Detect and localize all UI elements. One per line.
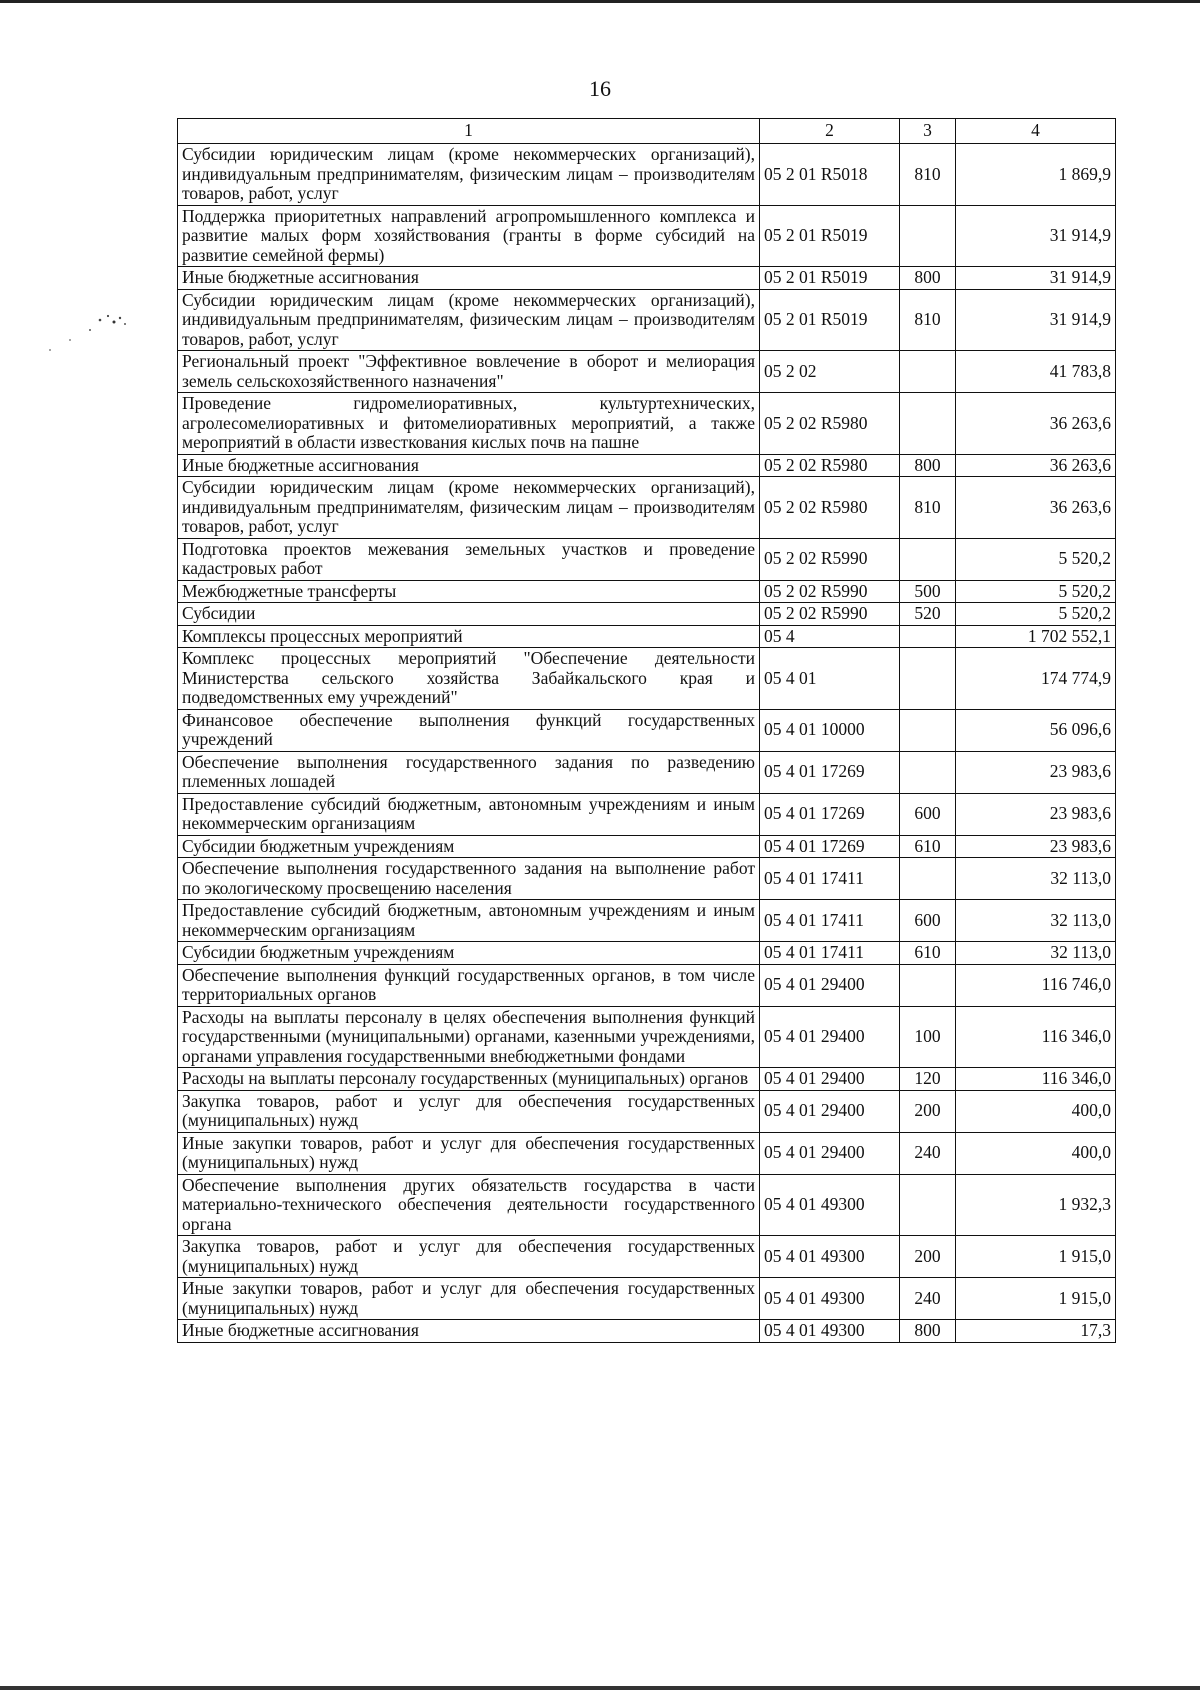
row-sum-cell: 116 346,0 <box>956 1006 1116 1068</box>
row-vr-cell: 810 <box>900 477 956 539</box>
scan-edge-top <box>0 0 1200 3</box>
row-name-cell: Иные бюджетные ассигнования <box>178 267 760 290</box>
table-row <box>178 1068 1116 1091</box>
row-vr-cell: 200 <box>900 1236 956 1278</box>
row-code-cell: 05 2 02 R5980 <box>760 477 900 539</box>
row-sum-cell: 32 113,0 <box>956 942 1116 965</box>
row-sum-cell: 1 869,9 <box>956 144 1116 206</box>
row-code-cell: 05 4 01 49300 <box>760 1278 900 1320</box>
row-sum-cell: 36 263,6 <box>956 454 1116 477</box>
row-name-cell: Расходы на выплаты персоналу государственных (муниципальных) органов <box>178 1068 760 1091</box>
row-sum-cell: 23 983,6 <box>956 751 1116 793</box>
row-sum-cell: 400,0 <box>956 1132 1116 1174</box>
row-name-cell: Расходы на выплаты персоналу в целях обеспечения выполнения функций государственными (муниципальными) органами, казенными учреждениями, органами управления государственными внебюджетными фондами <box>178 1006 760 1068</box>
row-sum-cell: 400,0 <box>956 1090 1116 1132</box>
row-code-cell: 05 4 01 17269 <box>760 751 900 793</box>
row-vr-cell: 810 <box>900 289 956 351</box>
table-row <box>178 900 1116 942</box>
row-name-cell: Обеспечение выполнения государственного задания на выполнение работ по экологическому просвещению населения <box>178 858 760 900</box>
row-vr-cell: 800 <box>900 267 956 290</box>
row-code-cell: 05 4 01 49300 <box>760 1174 900 1236</box>
row-vr-cell: 120 <box>900 1068 956 1091</box>
row-name-cell: Обеспечение выполнения государственного задания по разведению племенных лошадей <box>178 751 760 793</box>
table-row <box>178 538 1116 580</box>
row-vr-cell <box>900 351 956 393</box>
row-code-cell: 05 4 01 29400 <box>760 964 900 1006</box>
row-code-cell: 05 4 01 <box>760 648 900 710</box>
row-name-cell: Финансовое обеспечение выполнения функций государственных учреждений <box>178 709 760 751</box>
row-sum-cell: 41 783,8 <box>956 351 1116 393</box>
table-row <box>178 393 1116 455</box>
row-code-cell: 05 4 01 29400 <box>760 1068 900 1091</box>
row-vr-cell <box>900 538 956 580</box>
table-row <box>178 454 1116 477</box>
row-name-cell: Комплексы процессных мероприятий <box>178 625 760 648</box>
row-sum-cell: 31 914,9 <box>956 267 1116 290</box>
row-sum-cell: 17,3 <box>956 1320 1116 1343</box>
row-code-cell: 05 4 01 10000 <box>760 709 900 751</box>
table-row <box>178 1278 1116 1320</box>
row-code-cell: 05 2 02 R5980 <box>760 454 900 477</box>
table-row <box>178 1320 1116 1343</box>
row-vr-cell: 610 <box>900 942 956 965</box>
table-row <box>178 351 1116 393</box>
row-code-cell: 05 2 01 R5019 <box>760 289 900 351</box>
row-name-cell: Проведение гидромелиоративных, культуртехнических, агролесомелиоративных и фитомелиоративных мероприятий, а также мероприятий в области известкования кислых почв на пашне <box>178 393 760 455</box>
row-name-cell: Иные закупки товаров, работ и услуг для обеспечения государственных (муниципальных) нужд <box>178 1278 760 1320</box>
scan-speckle <box>30 300 140 360</box>
row-name-cell: Закупка товаров, работ и услуг для обеспечения государственных (муниципальных) нужд <box>178 1236 760 1278</box>
row-name-cell: Поддержка приоритетных направлений агропромышленного комплекса и развитие малых форм хозяйствования (гранты в форме субсидий на развитие семейной фермы) <box>178 205 760 267</box>
row-vr-cell: 600 <box>900 900 956 942</box>
row-code-cell: 05 4 01 17269 <box>760 835 900 858</box>
row-code-cell: 05 4 01 49300 <box>760 1320 900 1343</box>
row-name-cell: Подготовка проектов межевания земельных участков и проведение кадастровых работ <box>178 538 760 580</box>
table-row <box>178 964 1116 1006</box>
row-sum-cell: 32 113,0 <box>956 858 1116 900</box>
row-code-cell: 05 4 01 17411 <box>760 858 900 900</box>
header-cell-vr: 3 <box>900 119 956 144</box>
row-sum-cell: 36 263,6 <box>956 393 1116 455</box>
table-row <box>178 477 1116 539</box>
row-vr-cell: 800 <box>900 1320 956 1343</box>
row-sum-cell: 23 983,6 <box>956 835 1116 858</box>
table-row <box>178 858 1116 900</box>
row-sum-cell: 174 774,9 <box>956 648 1116 710</box>
row-code-cell: 05 4 01 17411 <box>760 900 900 942</box>
row-sum-cell: 5 520,2 <box>956 603 1116 626</box>
row-code-cell: 05 4 01 29400 <box>760 1090 900 1132</box>
row-name-cell: Иные бюджетные ассигнования <box>178 454 760 477</box>
row-code-cell: 05 2 01 R5019 <box>760 205 900 267</box>
row-code-cell: 05 2 01 R5019 <box>760 267 900 290</box>
row-sum-cell: 36 263,6 <box>956 477 1116 539</box>
row-name-cell: Предоставление субсидий бюджетным, автономным учреждениям и иным некоммерческим организациям <box>178 793 760 835</box>
row-vr-cell: 200 <box>900 1090 956 1132</box>
row-vr-cell: 610 <box>900 835 956 858</box>
table-row <box>178 709 1116 751</box>
table-row <box>178 751 1116 793</box>
row-vr-cell <box>900 751 956 793</box>
row-code-cell: 05 4 <box>760 625 900 648</box>
table-row <box>178 1006 1116 1068</box>
row-code-cell: 05 4 01 29400 <box>760 1006 900 1068</box>
row-vr-cell: 810 <box>900 144 956 206</box>
row-vr-cell: 600 <box>900 793 956 835</box>
row-code-cell: 05 4 01 49300 <box>760 1236 900 1278</box>
row-name-cell: Субсидии <box>178 603 760 626</box>
row-vr-cell <box>900 393 956 455</box>
row-sum-cell: 1 932,3 <box>956 1174 1116 1236</box>
row-sum-cell: 1 702 552,1 <box>956 625 1116 648</box>
row-vr-cell: 520 <box>900 603 956 626</box>
row-name-cell: Комплекс процессных мероприятий "Обеспечение деятельности Министерства сельского хозяйства Забайкальского края и подведомственных ему учреждений" <box>178 648 760 710</box>
row-name-cell: Обеспечение выполнения других обязательств государства в части материально-технического обеспечения деятельности государственного органа <box>178 1174 760 1236</box>
row-code-cell: 05 2 02 R5990 <box>760 580 900 603</box>
table-row <box>178 1174 1116 1236</box>
table-row <box>178 580 1116 603</box>
table-header-row <box>178 119 1116 144</box>
row-name-cell: Иные бюджетные ассигнования <box>178 1320 760 1343</box>
row-vr-cell <box>900 648 956 710</box>
table-row <box>178 942 1116 965</box>
row-vr-cell: 800 <box>900 454 956 477</box>
row-code-cell: 05 4 01 29400 <box>760 1132 900 1174</box>
row-code-cell: 05 2 02 <box>760 351 900 393</box>
row-vr-cell <box>900 625 956 648</box>
header-cell-sum: 4 <box>956 119 1116 144</box>
row-sum-cell: 56 096,6 <box>956 709 1116 751</box>
row-sum-cell: 32 113,0 <box>956 900 1116 942</box>
row-sum-cell: 116 746,0 <box>956 964 1116 1006</box>
row-sum-cell: 31 914,9 <box>956 289 1116 351</box>
row-name-cell: Субсидии юридическим лицам (кроме некоммерческих организаций), индивидуальным предпринимателям, физическим лицам – производителям товаров, работ, услуг <box>178 144 760 206</box>
table-row <box>178 793 1116 835</box>
row-vr-cell <box>900 205 956 267</box>
row-vr-cell <box>900 964 956 1006</box>
row-name-cell: Субсидии бюджетным учреждениям <box>178 835 760 858</box>
row-code-cell: 05 2 02 R5990 <box>760 603 900 626</box>
row-vr-cell: 500 <box>900 580 956 603</box>
table-row <box>178 603 1116 626</box>
table-row <box>178 205 1116 267</box>
table-row <box>178 835 1116 858</box>
scan-edge-bottom <box>0 1686 1200 1690</box>
budget-table <box>177 118 1116 1343</box>
row-code-cell: 05 2 02 R5980 <box>760 393 900 455</box>
row-code-cell: 05 4 01 17269 <box>760 793 900 835</box>
row-vr-cell: 240 <box>900 1278 956 1320</box>
row-vr-cell <box>900 858 956 900</box>
row-sum-cell: 1 915,0 <box>956 1278 1116 1320</box>
row-sum-cell: 5 520,2 <box>956 538 1116 580</box>
table-row <box>178 1090 1116 1132</box>
table-row <box>178 625 1116 648</box>
row-vr-cell: 240 <box>900 1132 956 1174</box>
row-name-cell: Предоставление субсидий бюджетным, автономным учреждениям и иным некоммерческим организациям <box>178 900 760 942</box>
row-name-cell: Иные закупки товаров, работ и услуг для обеспечения государственных (муниципальных) нужд <box>178 1132 760 1174</box>
row-sum-cell: 31 914,9 <box>956 205 1116 267</box>
row-sum-cell: 5 520,2 <box>956 580 1116 603</box>
row-code-cell: 05 2 02 R5990 <box>760 538 900 580</box>
row-vr-cell <box>900 1174 956 1236</box>
row-name-cell: Межбюджетные трансферты <box>178 580 760 603</box>
table-row <box>178 144 1116 206</box>
row-sum-cell: 23 983,6 <box>956 793 1116 835</box>
row-code-cell: 05 2 01 R5018 <box>760 144 900 206</box>
row-name-cell: Субсидии бюджетным учреждениям <box>178 942 760 965</box>
row-name-cell: Обеспечение выполнения функций государственных органов, в том числе территориальных органов <box>178 964 760 1006</box>
page-number: 16 <box>589 76 611 101</box>
row-name-cell: Региональный проект "Эффективное вовлечение в оборот и мелиорация земель сельскохозяйственного назначения" <box>178 351 760 393</box>
row-sum-cell: 116 346,0 <box>956 1068 1116 1091</box>
row-vr-cell <box>900 709 956 751</box>
table-row <box>178 289 1116 351</box>
header-cell-name: 1 <box>178 119 760 144</box>
table-row <box>178 1236 1116 1278</box>
row-vr-cell: 100 <box>900 1006 956 1068</box>
row-name-cell: Закупка товаров, работ и услуг для обеспечения государственных (муниципальных) нужд <box>178 1090 760 1132</box>
row-name-cell: Субсидии юридическим лицам (кроме некоммерческих организаций), индивидуальным предпринимателям, физическим лицам – производителям товаров, работ, услуг <box>178 477 760 539</box>
table-row <box>178 267 1116 290</box>
table-row <box>178 648 1116 710</box>
row-code-cell: 05 4 01 17411 <box>760 942 900 965</box>
row-name-cell: Субсидии юридическим лицам (кроме некоммерческих организаций), индивидуальным предпринимателям, физическим лицам – производителям товаров, работ, услуг <box>178 289 760 351</box>
row-sum-cell: 1 915,0 <box>956 1236 1116 1278</box>
table-row <box>178 1132 1116 1174</box>
header-cell-code: 2 <box>760 119 900 144</box>
